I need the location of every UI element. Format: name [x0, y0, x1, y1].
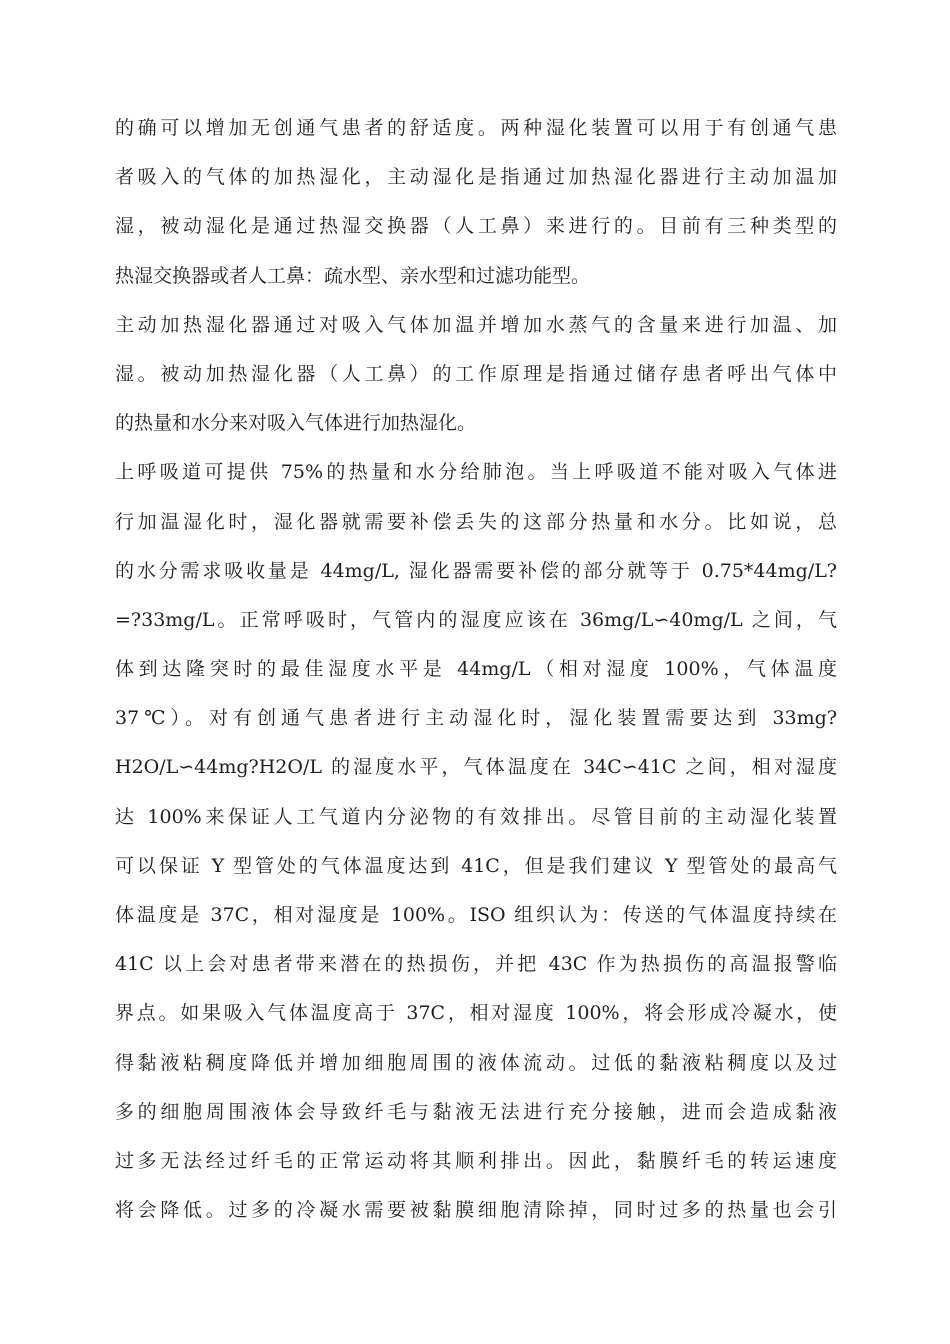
- text-line: 的水分需求吸收量是 44mg/L, 湿化器需要补偿的部分就等于 0.75*44mg/L?: [115, 559, 837, 582]
- text-line: 多的细胞周围液体会导致纤毛与黏液无法进行充分接触，进而会造成黏液: [115, 1100, 837, 1123]
- text-line: 得黏液粘稠度降低并增加细胞周围的液体流动。过低的黏液粘稠度以及过: [115, 1051, 837, 1074]
- text-line: 的热量和水分来对吸入气体进行加热湿化。: [115, 412, 477, 435]
- text-line: 37℃）。对有创通气患者进行主动湿化时，湿化装置需要达到 33mg?: [115, 707, 837, 730]
- text-line: 41C 以上会对患者带来潜在的热损伤，并把 43C 作为热损伤的高温报警临: [115, 953, 837, 976]
- text-line: 上呼吸道可提供 75%的热量和水分给肺泡。当上呼吸道不能对吸入气体进: [115, 461, 837, 484]
- text-line: 湿，被动湿化是通过热湿交换器（人工鼻）来进行的。目前有三种类型的: [115, 215, 837, 238]
- text-line: 者吸入的气体的加热湿化，主动湿化是指通过加热湿化器进行主动加温加: [115, 166, 837, 189]
- text-line: =?33mg/L。正常呼吸时，气管内的湿度应该在 36mg/L∽40mg/L 之间，气: [115, 608, 837, 631]
- text-line: 行加温湿化时，湿化器就需要补偿丢失的这部分热量和水分。比如说，总: [115, 510, 837, 533]
- text-line: H2O/L∽44mg?H2O/L 的湿度水平，气体温度在 34C∽41C 之间，相对湿度: [115, 756, 837, 779]
- text-line: 热湿交换器或者人工鼻：疏水型、亲水型和过滤功能型。: [115, 264, 591, 287]
- text-line: 主动加热湿化器通过对吸入气体加温并增加水蒸气的含量来进行加温、加: [115, 313, 837, 336]
- text-line: 体到达隆突时的最佳湿度水平是 44mg/L（相对湿度 100%，气体温度: [115, 658, 837, 681]
- text-line: 可以保证 Y 型管处的气体温度达到 41C，但是我们建议 Y 型管处的最高气: [115, 854, 837, 877]
- text-line: 湿。被动加热湿化器（人工鼻）的工作原理是指通过储存患者呼出气体中: [115, 362, 837, 385]
- text-line: 过多无法经过纤毛的正常运动将其顺利排出。因此，黏膜纤毛的转运速度: [115, 1149, 837, 1172]
- paragraph-3: [115, 448, 837, 1235]
- paragraph-1: [115, 104, 837, 301]
- paragraph-2: [115, 301, 837, 449]
- text-line: 界点。如果吸入气体温度高于 37C，相对湿度 100%，将会形成冷凝水，使: [115, 1002, 837, 1025]
- body-text: [115, 104, 837, 1235]
- text-line: 将会降低。过多的冷凝水需要被黏膜细胞清除掉，同时过多的热量也会引: [115, 1199, 837, 1222]
- text-line: 的确可以增加无创通气患者的舒适度。两种湿化装置可以用于有创通气患: [115, 117, 837, 139]
- text-line: 达 100%来保证人工气道内分泌物的有效排出。尽管目前的主动湿化装置: [115, 805, 837, 828]
- text-line: 体温度是 37C，相对湿度是 100%。ISO 组织认为：传送的气体温度持续在: [115, 904, 837, 926]
